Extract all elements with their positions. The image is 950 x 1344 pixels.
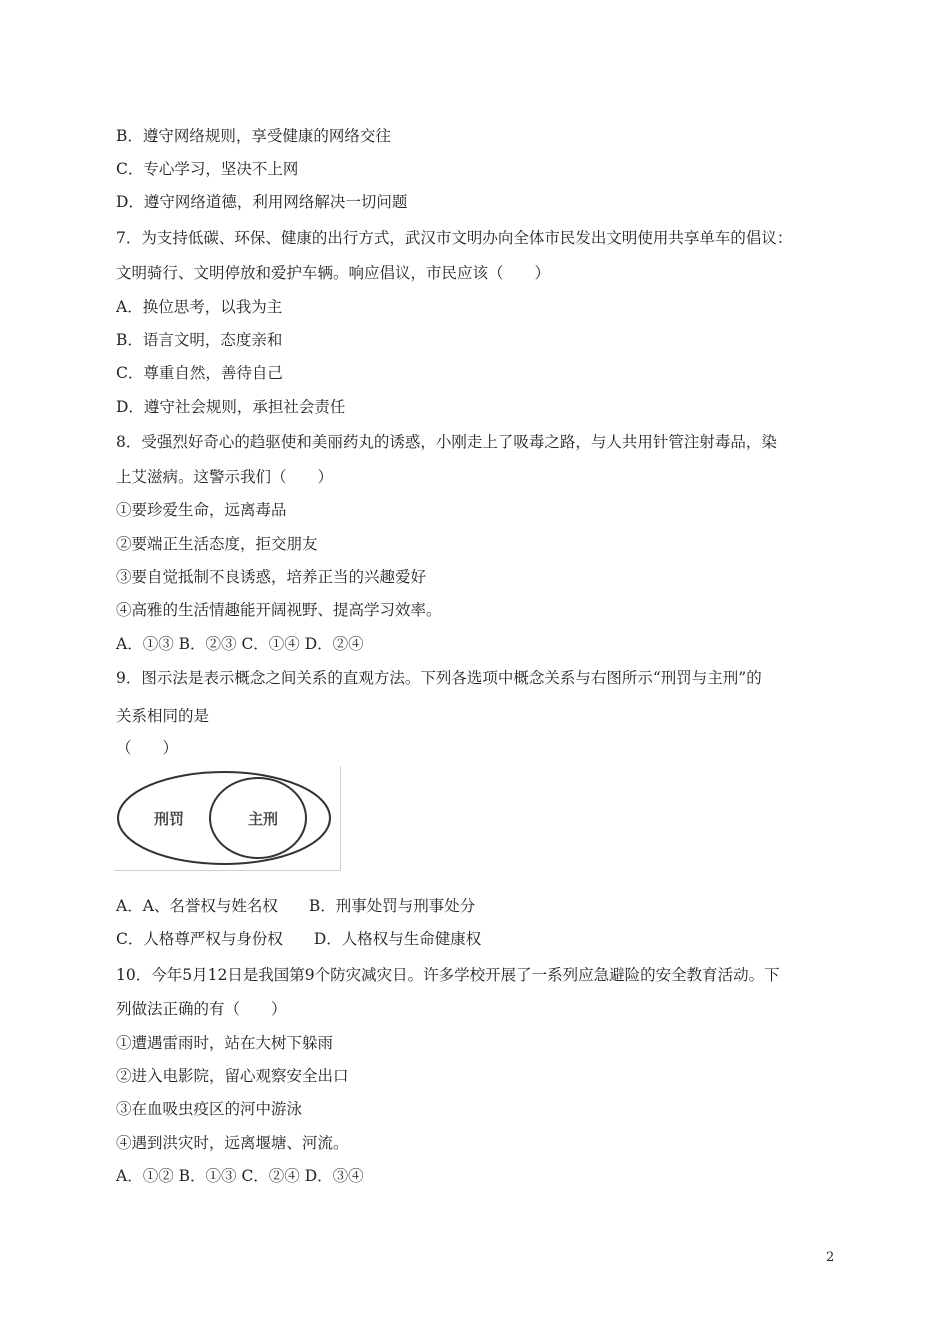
options-10: A．①② B．①③ C．②④ D．③④ [116,1167,364,1185]
question-7-line-2: 文明骑行、文明停放和爱护车辆。响应倡议，市民应该（ ） [116,264,551,282]
question-10-line-1: 10．今年5月12日是我国第9个防灾减灾日。许多学校开展了一系列应急避险的安全教育活动。下 [116,966,780,984]
option-7a: A．换位思考，以我为主 [116,298,283,316]
statement-10-2: ②进入电影院，留心观察安全出口 [116,1067,349,1085]
options-9-ab: A．A、名誉权与姓名权 B．刑事处罚与刑事处分 [116,897,476,915]
outer-ellipse [118,772,330,864]
statement-8-2: ②要端正生活态度，拒交朋友 [116,535,318,553]
option-7c: C．尊重自然，善待自己 [116,364,283,382]
inner-label: 主刑 [248,810,279,828]
statement-8-4: ④高雅的生活情趣能开阔视野、提高学习效率。 [116,601,442,619]
venn-diagram-svg [114,766,340,870]
question-9-line-1: 9．图示法是表示概念之间关系的直观方法。下列各选项中概念关系与右图所示“刑罚与主刑”的 [116,669,762,687]
options-9-cd: C．人格尊严权与身份权 D．人格权与生命健康权 [116,930,482,948]
statement-8-1: ①要珍爱生命，远离毒品 [116,501,287,519]
question-9-line-2: 关系相同的是 [116,707,210,725]
question-10-line-2: 列做法正确的有（ ） [116,1000,287,1018]
outer-label: 刑罚 [154,810,185,828]
statement-10-4: ④遇到洪灾时，远离堰塘、河流。 [116,1134,349,1152]
option-7d: D．遵守社会规则，承担社会责任 [116,398,346,416]
options-8: A．①③ B．②③ C．①④ D．②④ [116,635,364,653]
question-7-line-1: 7．为支持低碳、环保、健康的出行方式，武汉市文明办向全体市民发出文明使用共享单车的倡议： [116,229,793,247]
statement-8-3: ③要自觉抵制不良诱惑，培养正当的兴趣爱好 [116,568,427,586]
statement-10-3: ③在血吸虫疫区的河中游泳 [116,1100,303,1118]
question-8-line-1: 8．受强烈好奇心的趋驱使和美丽药丸的诱惑，小刚走上了吸毒之路，与人共用针管注射毒品，染 [116,433,777,451]
question-9-blank: （ ） [116,739,179,757]
option-6b: B．遵守网络规则，享受健康的网络交往 [116,127,391,145]
option-6c: C．专心学习，坚决不上网 [116,160,299,178]
statement-10-1: ①遭遇雷雨时，站在大树下躲雨 [116,1034,334,1052]
option-7b: B．语言文明，态度亲和 [116,331,283,349]
question-8-line-2: 上艾滋病。这警示我们（ ） [116,468,334,486]
option-6d: D．遵守网络道德，利用网络解决一切问题 [116,193,408,211]
page-number: 2 [826,1250,835,1265]
venn-diagram [114,766,341,871]
